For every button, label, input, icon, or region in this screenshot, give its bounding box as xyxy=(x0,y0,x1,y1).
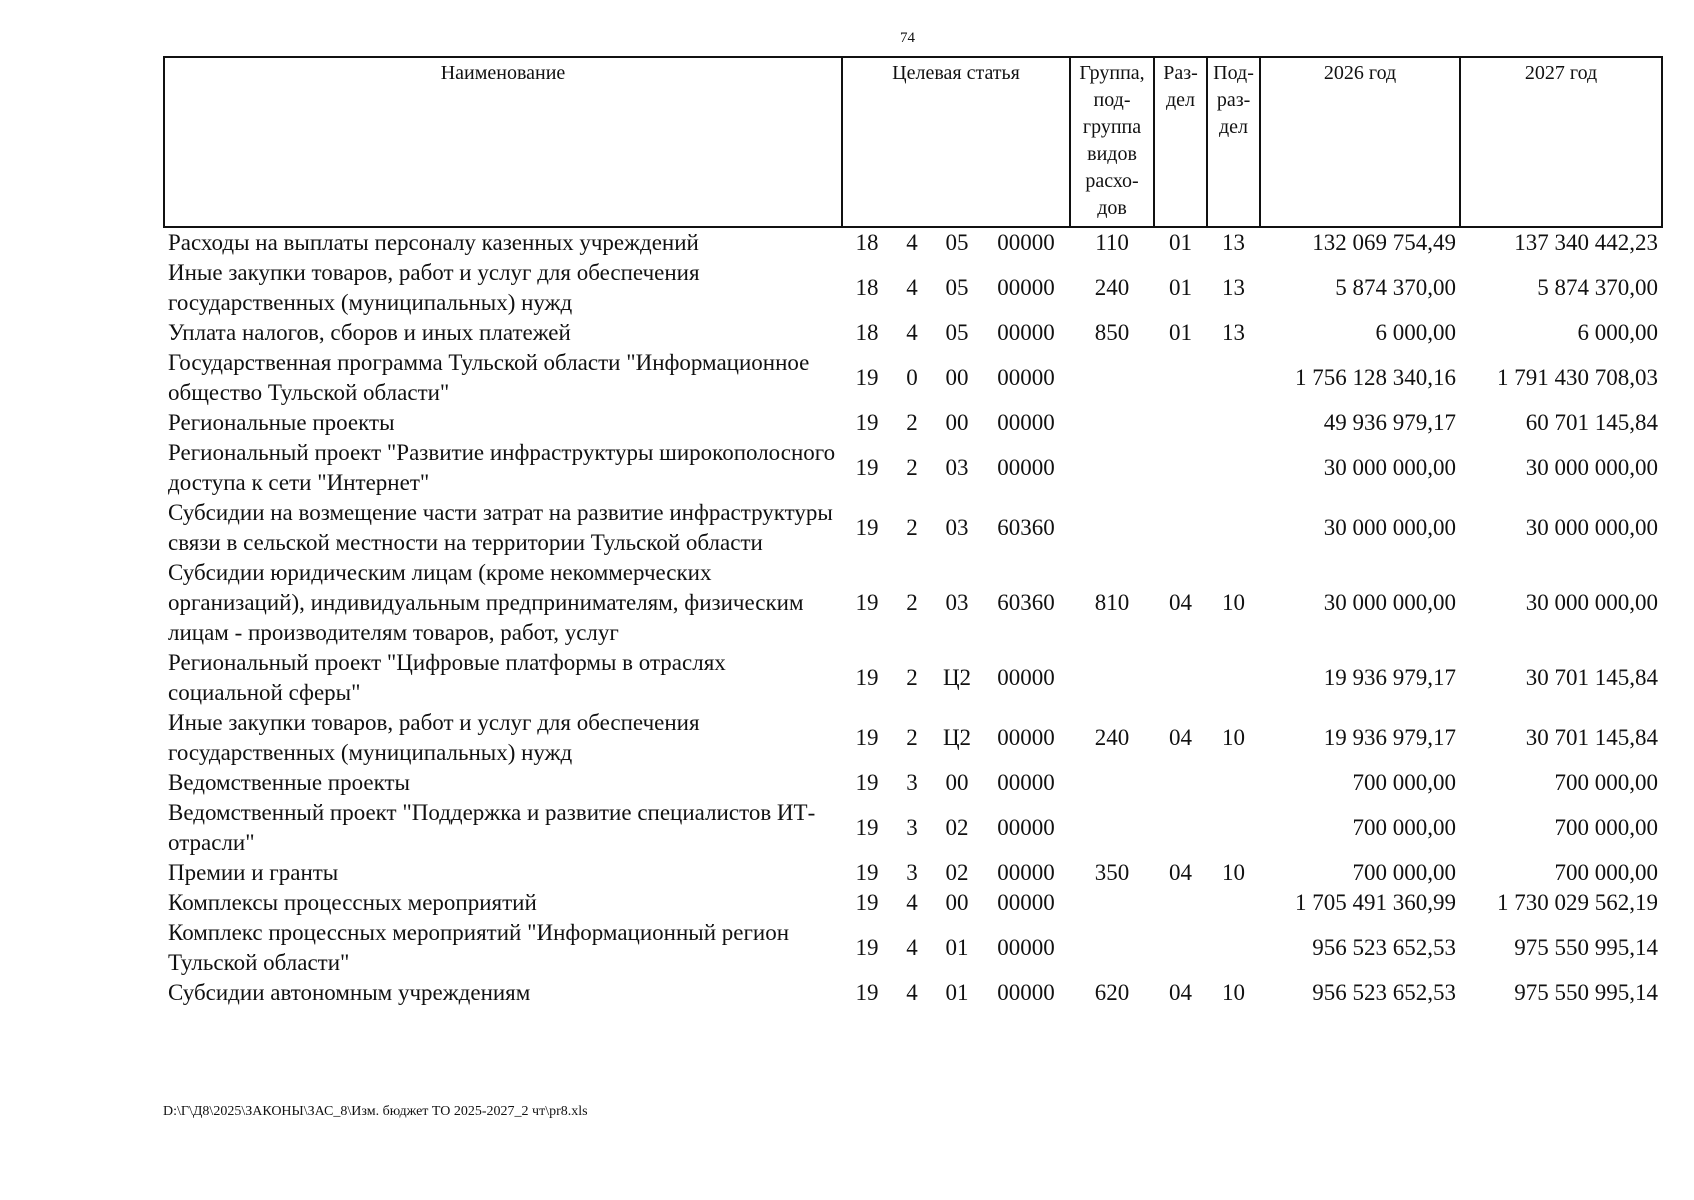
article-direction: 00000 xyxy=(997,320,1055,345)
amount-2027: 30 000 000,00 xyxy=(1525,515,1659,540)
article-program: 19 xyxy=(855,860,879,885)
amount-2027: 1 791 430 708,03 xyxy=(1497,365,1659,390)
amount-2027: 30 701 145,84 xyxy=(1525,725,1659,750)
article-program: 19 xyxy=(855,365,879,390)
header-subsection: Под-раз-дел xyxy=(1207,57,1260,227)
article-subprogram: 05 xyxy=(945,275,969,300)
row-name: Ведомственный проект "Поддержка и развитие специалистов ИТ-отрасли" xyxy=(168,800,816,855)
row-name: Уплата налогов, сборов и иных платежей xyxy=(168,320,571,345)
row-name: Комплекс процессных мероприятий "Информационный регион Тульской области" xyxy=(168,920,790,975)
subsection-code: 10 xyxy=(1222,725,1246,750)
article-direction: 00000 xyxy=(997,275,1055,300)
article-subprogram: 03 xyxy=(945,455,969,480)
header-target-article: Целевая статья xyxy=(842,57,1070,227)
table-row xyxy=(164,258,1662,318)
row-name: Комплексы процессных мероприятий xyxy=(168,890,537,915)
table-row xyxy=(164,708,1662,768)
subsection-code: 10 xyxy=(1222,980,1246,1005)
article-direction: 60360 xyxy=(997,515,1055,540)
section-code xyxy=(1154,348,1207,408)
article-subprogram: Ц2 xyxy=(942,665,972,690)
table-row xyxy=(164,768,1662,798)
article-type: 4 xyxy=(906,230,918,255)
amount-2027: 975 550 995,14 xyxy=(1514,935,1659,960)
article-direction: 00000 xyxy=(997,365,1055,390)
article-type: 3 xyxy=(906,860,918,885)
article-program: 19 xyxy=(855,815,879,840)
article-direction: 00000 xyxy=(997,665,1055,690)
article-program: 19 xyxy=(855,725,879,750)
article-type: 3 xyxy=(906,815,918,840)
expense-group xyxy=(1070,768,1154,798)
amount-2027: 6 000,00 xyxy=(1577,320,1659,345)
section-code xyxy=(1154,798,1207,858)
article-type: 0 xyxy=(906,365,918,390)
amount-2026: 30 000 000,00 xyxy=(1323,515,1457,540)
section-code: 01 xyxy=(1169,320,1193,345)
amount-2026: 700 000,00 xyxy=(1352,860,1457,885)
expense-group xyxy=(1070,498,1154,558)
table-row xyxy=(164,408,1662,438)
article-subprogram: 00 xyxy=(945,770,969,795)
article-subprogram: Ц2 xyxy=(942,725,972,750)
subsection-code xyxy=(1207,648,1260,708)
amount-2026: 49 936 979,17 xyxy=(1323,410,1457,435)
article-program: 18 xyxy=(855,230,879,255)
amount-2027: 5 874 370,00 xyxy=(1537,275,1659,300)
section-code xyxy=(1154,648,1207,708)
section-code xyxy=(1154,918,1207,978)
amount-2026: 1 756 128 340,16 xyxy=(1295,365,1457,390)
expense-group xyxy=(1070,438,1154,498)
table-row xyxy=(164,498,1662,558)
expense-group xyxy=(1070,408,1154,438)
article-type: 2 xyxy=(906,665,918,690)
subsection-code: 13 xyxy=(1222,275,1246,300)
section-code: 04 xyxy=(1169,725,1193,750)
table-row xyxy=(164,978,1662,1008)
article-direction: 00000 xyxy=(997,815,1055,840)
amount-2026: 19 936 979,17 xyxy=(1323,665,1457,690)
table-row xyxy=(164,348,1662,408)
amount-2026: 956 523 652,53 xyxy=(1312,980,1457,1005)
article-subprogram: 01 xyxy=(945,980,969,1005)
subsection-code: 13 xyxy=(1222,320,1246,345)
table-row xyxy=(164,888,1662,918)
article-subprogram: 02 xyxy=(945,815,969,840)
subsection-code xyxy=(1207,768,1260,798)
article-type: 2 xyxy=(906,410,918,435)
expense-group: 850 xyxy=(1094,320,1130,345)
section-code: 04 xyxy=(1169,590,1193,615)
section-code xyxy=(1154,888,1207,918)
article-direction: 60360 xyxy=(997,590,1055,615)
amount-2027: 1 730 029 562,19 xyxy=(1497,890,1659,915)
row-name: Иные закупки товаров, работ и услуг для обеспечения государственных (муниципальных) нужд xyxy=(168,260,700,315)
article-program: 19 xyxy=(855,455,879,480)
article-subprogram: 00 xyxy=(945,410,969,435)
expense-group: 240 xyxy=(1094,725,1130,750)
amount-2026: 1 705 491 360,99 xyxy=(1295,890,1457,915)
amount-2026: 700 000,00 xyxy=(1352,815,1457,840)
expense-group: 240 xyxy=(1094,275,1130,300)
expense-group xyxy=(1070,798,1154,858)
row-name: Региональный проект "Цифровые платформы в отраслях социальной сферы" xyxy=(168,650,726,705)
table-row xyxy=(164,227,1662,258)
subsection-code xyxy=(1207,348,1260,408)
expense-group xyxy=(1070,888,1154,918)
subsection-code xyxy=(1207,438,1260,498)
article-type: 2 xyxy=(906,725,918,750)
article-program: 19 xyxy=(855,410,879,435)
article-program: 19 xyxy=(855,890,879,915)
expense-group xyxy=(1070,348,1154,408)
article-subprogram: 05 xyxy=(945,320,969,345)
section-code xyxy=(1154,438,1207,498)
article-type: 3 xyxy=(906,770,918,795)
article-program: 18 xyxy=(855,275,879,300)
row-name: Премии и гранты xyxy=(168,860,339,885)
subsection-code: 10 xyxy=(1222,590,1246,615)
article-type: 2 xyxy=(906,515,918,540)
article-direction: 00000 xyxy=(997,890,1055,915)
page-number: 74 xyxy=(900,30,915,46)
expense-group: 350 xyxy=(1094,860,1130,885)
amount-2027: 700 000,00 xyxy=(1554,860,1659,885)
article-program: 19 xyxy=(855,935,879,960)
article-direction: 00000 xyxy=(997,980,1055,1005)
table-row xyxy=(164,318,1662,348)
budget-table xyxy=(163,56,1663,1008)
article-subprogram: 05 xyxy=(945,230,969,255)
table-row xyxy=(164,558,1662,648)
header-name: Наименование xyxy=(164,57,842,227)
subsection-code xyxy=(1207,888,1260,918)
article-program: 19 xyxy=(855,980,879,1005)
amount-2027: 60 701 145,84 xyxy=(1525,410,1659,435)
expense-group: 620 xyxy=(1094,980,1130,1005)
expense-group: 810 xyxy=(1094,590,1130,615)
row-name: Субсидии автономным учреждениям xyxy=(168,980,531,1005)
article-type: 4 xyxy=(906,320,918,345)
amount-2027: 30 000 000,00 xyxy=(1525,455,1659,480)
article-program: 19 xyxy=(855,590,879,615)
table-header-row xyxy=(164,57,1662,227)
subsection-code xyxy=(1207,918,1260,978)
amount-2026: 6 000,00 xyxy=(1375,320,1457,345)
article-program: 19 xyxy=(855,665,879,690)
article-program: 18 xyxy=(855,320,879,345)
amount-2026: 5 874 370,00 xyxy=(1335,275,1457,300)
row-name: Субсидии на возмещение части затрат на развитие инфраструктуры связи в сельской местности на территории Тульской области xyxy=(168,500,833,555)
article-direction: 00000 xyxy=(997,455,1055,480)
article-direction: 00000 xyxy=(997,860,1055,885)
amount-2026: 132 069 754,49 xyxy=(1312,230,1457,255)
amount-2026: 19 936 979,17 xyxy=(1323,725,1457,750)
article-type: 4 xyxy=(906,275,918,300)
article-direction: 00000 xyxy=(997,770,1055,795)
row-name: Государственная программа Тульской области "Информационное общество Тульской области" xyxy=(168,350,810,405)
section-code: 04 xyxy=(1169,980,1193,1005)
subsection-code xyxy=(1207,498,1260,558)
section-code xyxy=(1154,498,1207,558)
amount-2027: 700 000,00 xyxy=(1554,815,1659,840)
article-type: 4 xyxy=(906,935,918,960)
amount-2027: 700 000,00 xyxy=(1554,770,1659,795)
expense-group xyxy=(1070,648,1154,708)
article-direction: 00000 xyxy=(997,410,1055,435)
file-path-footer: D:\Г\Д8\2025\ЗАКОНЫ\ЗАС_8\Изм. бюджет ТО 2025-2027_2 чт\pr8.xls xyxy=(163,1104,588,1119)
section-code: 01 xyxy=(1169,230,1193,255)
row-name: Региональный проект "Развитие инфраструктуры широкополосного доступа к сети "Интернет" xyxy=(168,440,836,495)
row-name: Региональные проекты xyxy=(168,410,395,435)
subsection-code: 13 xyxy=(1222,230,1246,255)
amount-2026: 30 000 000,00 xyxy=(1323,590,1457,615)
amount-2027: 975 550 995,14 xyxy=(1514,980,1659,1005)
table-row xyxy=(164,798,1662,858)
article-subprogram: 00 xyxy=(945,890,969,915)
section-code: 01 xyxy=(1169,275,1193,300)
table-row xyxy=(164,648,1662,708)
amount-2027: 137 340 442,23 xyxy=(1514,230,1659,255)
header-section: Раз-дел xyxy=(1154,57,1207,227)
table-row xyxy=(164,438,1662,498)
amount-2026: 700 000,00 xyxy=(1352,770,1457,795)
amount-2026: 956 523 652,53 xyxy=(1312,935,1457,960)
article-direction: 00000 xyxy=(997,935,1055,960)
section-code xyxy=(1154,408,1207,438)
amount-2026: 30 000 000,00 xyxy=(1323,455,1457,480)
table-row xyxy=(164,918,1662,978)
section-code xyxy=(1154,768,1207,798)
header-2027: 2027 год xyxy=(1460,57,1662,227)
amount-2027: 30 000 000,00 xyxy=(1525,590,1659,615)
amount-2027: 30 701 145,84 xyxy=(1525,665,1659,690)
article-subprogram: 03 xyxy=(945,590,969,615)
article-type: 4 xyxy=(906,980,918,1005)
subsection-code: 10 xyxy=(1222,860,1246,885)
article-type: 2 xyxy=(906,590,918,615)
article-subprogram: 01 xyxy=(945,935,969,960)
header-2026: 2026 год xyxy=(1260,57,1460,227)
section-code: 04 xyxy=(1169,860,1193,885)
article-program: 19 xyxy=(855,515,879,540)
article-subprogram: 02 xyxy=(945,860,969,885)
article-direction: 00000 xyxy=(997,725,1055,750)
article-subprogram: 00 xyxy=(945,365,969,390)
article-direction: 00000 xyxy=(997,230,1055,255)
subsection-code xyxy=(1207,798,1260,858)
article-subprogram: 03 xyxy=(945,515,969,540)
article-program: 19 xyxy=(855,770,879,795)
header-group: Группа, под-группа видов расхо-дов xyxy=(1070,57,1154,227)
row-name: Ведомственные проекты xyxy=(168,770,410,795)
subsection-code xyxy=(1207,408,1260,438)
row-name: Расходы на выплаты персоналу казенных учреждений xyxy=(168,230,699,255)
row-name: Иные закупки товаров, работ и услуг для обеспечения государственных (муниципальных) нужд xyxy=(168,710,700,765)
article-type: 4 xyxy=(906,890,918,915)
row-name: Субсидии юридическим лицам (кроме некоммерческих организаций), индивидуальным предпринимателям, физическим лицам - производителям товаров, работ, услуг xyxy=(168,560,804,645)
expense-group xyxy=(1070,918,1154,978)
article-type: 2 xyxy=(906,455,918,480)
table-row xyxy=(164,858,1662,888)
expense-group: 110 xyxy=(1095,230,1129,255)
